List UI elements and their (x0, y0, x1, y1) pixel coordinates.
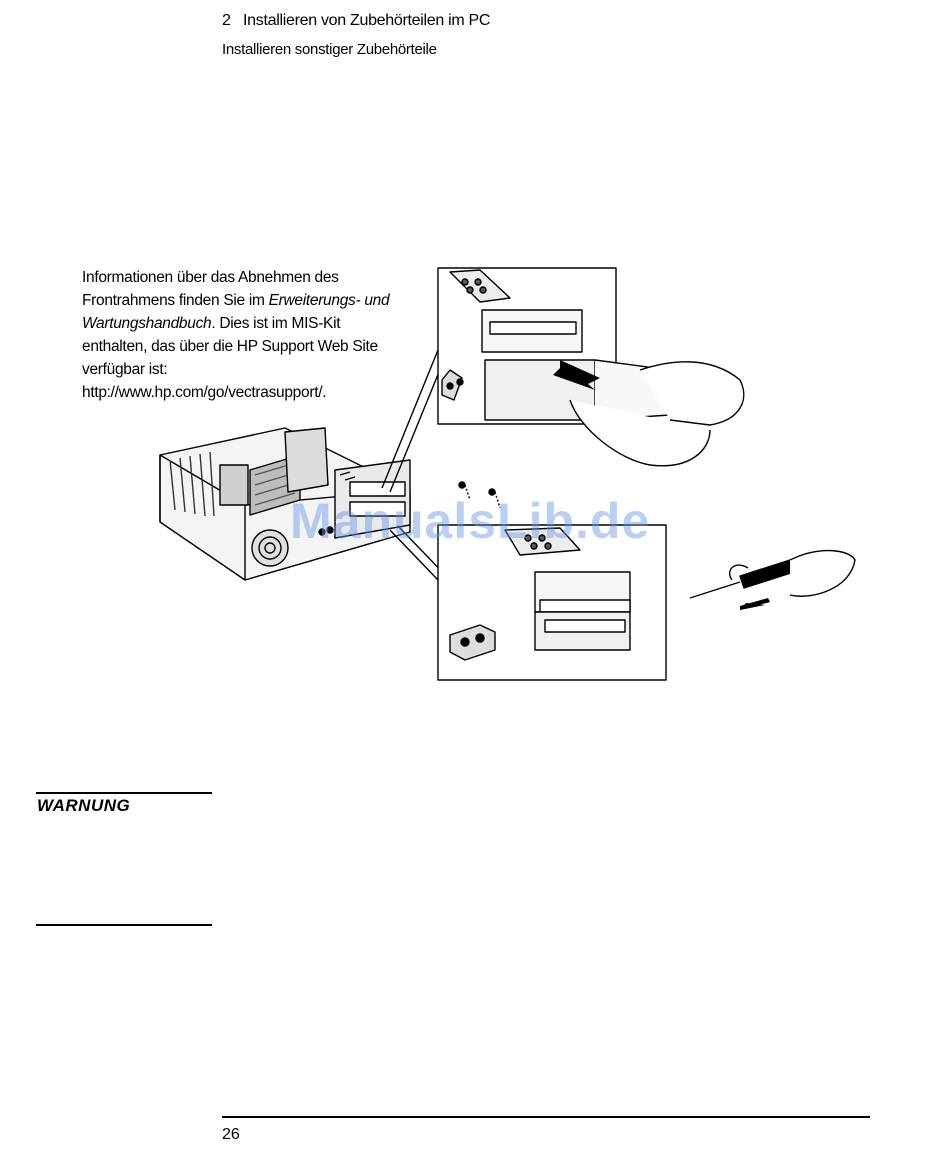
chapter-heading: 2 Installieren von Zubehörteilen im PC (222, 12, 491, 29)
detail-insert-drive (438, 268, 744, 466)
manual-title-italic: Erweiterungs- und Wartungshandbuch (82, 292, 390, 332)
footer-rule (222, 1116, 870, 1118)
warning-rule-top (36, 792, 212, 794)
warning-rule-bottom (36, 924, 212, 926)
page-number: 26 (222, 1126, 240, 1143)
drive-installation-illustration (150, 260, 870, 700)
info-text-part2: . Dies ist im MIS-Kit enthalten, das über die HP Support Web Site verfügbar ist: http://www.hp.com/go/vectrasupport/. (82, 315, 378, 401)
info-text-part1: Informationen über das Abnehmen des Frontrahmens finden Sie im (82, 269, 339, 309)
watermark: ManualsLib.de (290, 493, 651, 549)
section-heading: Installieren sonstiger Zubehörteile (222, 41, 437, 58)
warning-label: WARNUNG (37, 796, 131, 815)
